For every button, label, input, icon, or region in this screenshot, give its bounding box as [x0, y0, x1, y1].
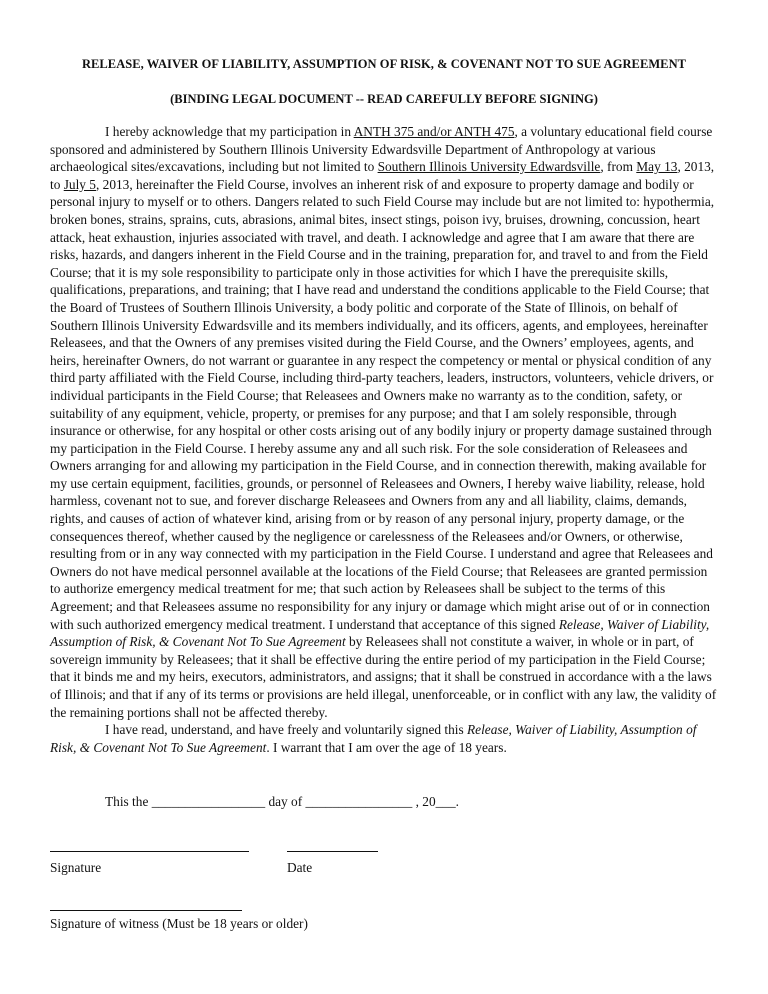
- p2-text-2: . I warrant that I am over the age of 18 years.: [266, 739, 507, 755]
- document-subtitle: (BINDING LEGAL DOCUMENT -- READ CAREFULLY BEFORE SIGNING): [170, 92, 598, 106]
- course-number: ANTH 375 and/or ANTH 475: [353, 124, 515, 139]
- signature-line[interactable]: [50, 851, 249, 852]
- p1-text-4: , 2013, to: [50, 159, 715, 192]
- witness-signature-label: Signature of witness (Must be 18 years or older): [50, 916, 308, 931]
- p1-text-1: I hereby acknowledge that my participation in: [105, 124, 354, 139]
- document-body: [50, 123, 720, 756]
- date-fill-line[interactable]: This the _________________ day of ________________ , 20___.: [105, 794, 459, 809]
- p2-text-1: I have read, understand, and have freely and voluntarily signed this: [105, 722, 468, 738]
- p1-text-3: , from: [600, 159, 637, 175]
- signature-label: Signature: [50, 860, 102, 875]
- start-date: May 13: [636, 159, 678, 175]
- date-line[interactable]: [287, 851, 378, 852]
- acknowledgment-paragraph: [50, 123, 720, 721]
- date-label: Date: [287, 860, 313, 875]
- witness-signature-line[interactable]: [50, 910, 242, 911]
- agreement-name-reference-2: Release, Waiver of Liability, Assumption of Risk, & Covenant Not To Sue Agreement: [50, 722, 697, 755]
- course-location: Southern Illinois University Edwardsville: [377, 159, 601, 175]
- end-date: July 5: [63, 176, 96, 192]
- document-title: RELEASE, WAIVER OF LIABILITY, ASSUMPTION OF RISK, & COVENANT NOT TO SUE AGREEMENT: [81, 57, 687, 71]
- consent-paragraph: [50, 721, 720, 756]
- p1-text-6: by Releasees shall not constitute a waiver, in whole or in part, of sovereign immunity by Releasees; that it shall be effective during the entire period of my participation in the Field Course; that it binds me and my heirs, executors, administrators, and assigns; that it shall be construed in accordance with a the laws of Illinois; and that if any of its terms or provisions are held illegal, unenforceable, or in conflict with any law, the validity of the remaining portions shall not be affected thereby.: [50, 634, 717, 720]
- p1-text-2: , a voluntary educational field course sponsored and administered by Southern Illinois University Edwardsville Department of Anthropology at various archaeological sites/excavations, including but not limited to: [50, 124, 713, 175]
- agreement-name-reference: Release, Waiver of Liability, Assumption of Risk, & Covenant Not To Sue Agreement: [50, 616, 710, 650]
- p1-text-5: , 2013, hereinafter the Field Course, involves an inherent risk of and exposure to property damage and bodily or personal injury to myself or to others. Dangers related to such Field Course may include but are not limited to: hypothermia, broken bones, strains, sprains, cuts, abrasions, animal bites, insect stings, poison ivy, bruises, drowning, concussion, heart attack, heat exhaustion, injuries associated with travel, and death. I acknowledge and agree that I am aware that there are risks, hazards, and dangers inherent in the Field Course and in the training, preparation for, and travel to and from the Field Course; that it is my sole responsibility to participate only in those activities for which I have the prerequisite skills, qualifications, preparations, and training; that I have read and understand the conditions applicable to the Field Course; that the Board of Trustees of Southern Illinois University, a body politic and corporate of the State of Illinois, on behalf of Southern Illinois University Edwardsville and its members individually, and its officers, agents, and employees, hereinafter Releasees, and that the Owners of any premises visited during the Field Course, and the Owners’ employees, agents, and heirs, hereinafter Owners, do not warrant or guarantee in any respect the competency or mental or physical condition of any third party affiliated with the Field Course, including third-party teachers, leaders, instructors, volunteers, vehicle drivers, or individual participants in the Field Course; that Releasees and Owners make no warranty as to the condition, safety, or suitability of any equipment, vehicle, property, or premises for any purpose; and that I am solely responsible, through insurance or otherwise, for any hospital or other costs arising out of any bodily injury or property damage sustained through my participation in the Field Course. I hereby assume any and all such risk. For the sole consideration of Releasees and Owners arranging for and allowing my participation in the Field Course, and in connection therewith, making available for my use certain equipment, facilities, grounds, or personnel of Releasees and Owners, I hereby waive liability, release, hold harmless, covenant not to sue, and forever discharge Releasees and Owners from any and all liability, claims, demands, rights, and causes of action of whatever kind, arising from or by reason of any personal injury, property damage, or the consequences thereof, whether caused by the negligence or carelessness of the Releasees and/or Owners, or otherwise, resulting from or in any way connected with my participation in the Field Course. I understand and agree that Releasees and Owners do not have medical personnel available at the locations of the Field Course; that Releasees are granted permission to authorize emergency medical treatment for me; that such action by Releasees shall be subject to the terms of this Agreement; and that Releasees assume no responsibility for any injury or damage which might arise out of or in connection with such authorized emergency medical treatment. I understand that acceptance of this signed: [50, 176, 715, 632]
